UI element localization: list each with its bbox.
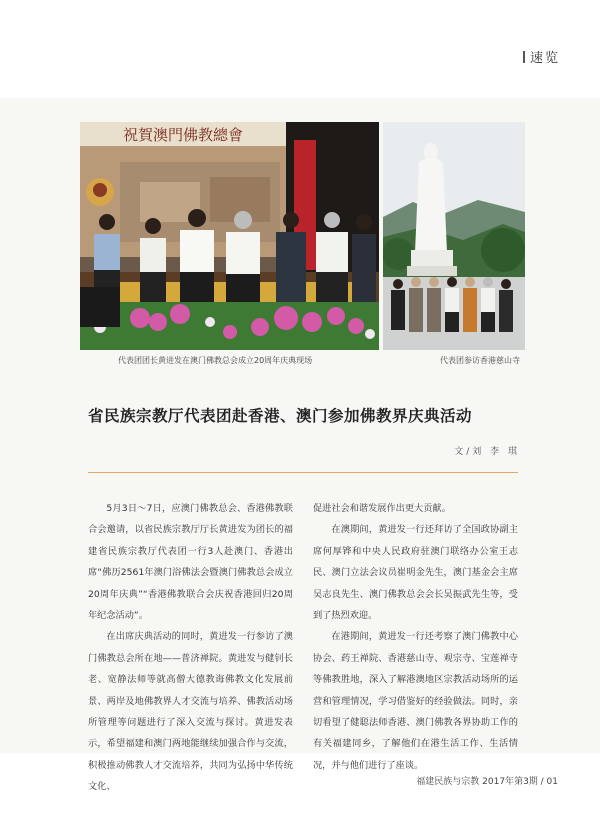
paragraph: 促进社会和谐发展作出更大贡献。 [313,503,451,514]
banner-text: 祝賀澳門佛教總會 [122,126,244,144]
article-title: 省民族宗教厅代表团赴香港、澳门参加佛教界庆典活动 [88,406,473,425]
right-photo-caption: 代表团参访香港慈山寺 [440,356,520,365]
section-tag-bar-icon [523,51,525,63]
body-column-left [88,498,293,798]
paragraph: 在港期间，黄进发一行还考察了澳门佛教中心协会、药王禅院、香港慈山寺、观宗寺、宝莲禅寺等佛教胜地，深入了解港澳地区宗教活动场所的运营和管理情况，学习借鉴好的经验做法。同时，亲切看望了健聪法师香港、澳门佛教各界协助工作的有关福建同乡，了解他们在港生活工作、生活情况，并与他们进行了座谈。 [313,631,518,771]
temple-photo [383,122,525,350]
paragraph: 在澳期间，黄进发一行还拜访了全国政协副主席何厚铧和中央人民政府驻澳门联络办公室王志民、澳门立法会议员崔明金先生，澳门基金会主席吴志良先生、澳门佛教总会会长吴振武先生等，受到了热烈欢迎。 [313,524,518,622]
left-photo-caption: 代表团团长黄进发在澳门佛教总会成立20周年庆典现场 [118,356,313,365]
section-tag-label: 速览 [529,51,560,66]
paragraph: 5月3日～7日，应澳门佛教总会、香港佛教联合会邀请，以省民族宗教厅厅长黄进发为团长的福建省民族宗教厅代表团一行3人赴澳门、香港出席“佛历2561年澳门浴佛法会暨澳门佛教总会成立20周年庆典”“香港佛教联合会庆祝香港回归20周年纪念活动”。 [88,503,293,622]
ceremony-photo [80,122,379,350]
body-column-right [313,498,518,776]
paragraph: 在出席庆典活动的同时，黄进发一行参访了澳门佛教总会所在地——普济禅院。黄进发与健钊长老、宽静法师等就高僧大德教诲佛教文化发展前景、两岸及地佛教界人才交流与培养、佛教活动场所管理等问题进行了深入交流与探讨。黄进发表示，希望福建和澳门两地能继续加强合作与交流，积极推动佛教人才交流培养，共同为弘扬中华传统文化、 [88,631,293,793]
title-divider [88,472,518,473]
section-tag [523,47,560,66]
article-byline: 文/刘 李 琪 [454,447,520,457]
top-band [0,0,600,98]
page-footer: 福建民族与宗教 2017年第3期 / 01 [416,777,558,787]
temple-photo-illustration [383,122,525,350]
ceremony-photo-illustration [80,122,379,350]
